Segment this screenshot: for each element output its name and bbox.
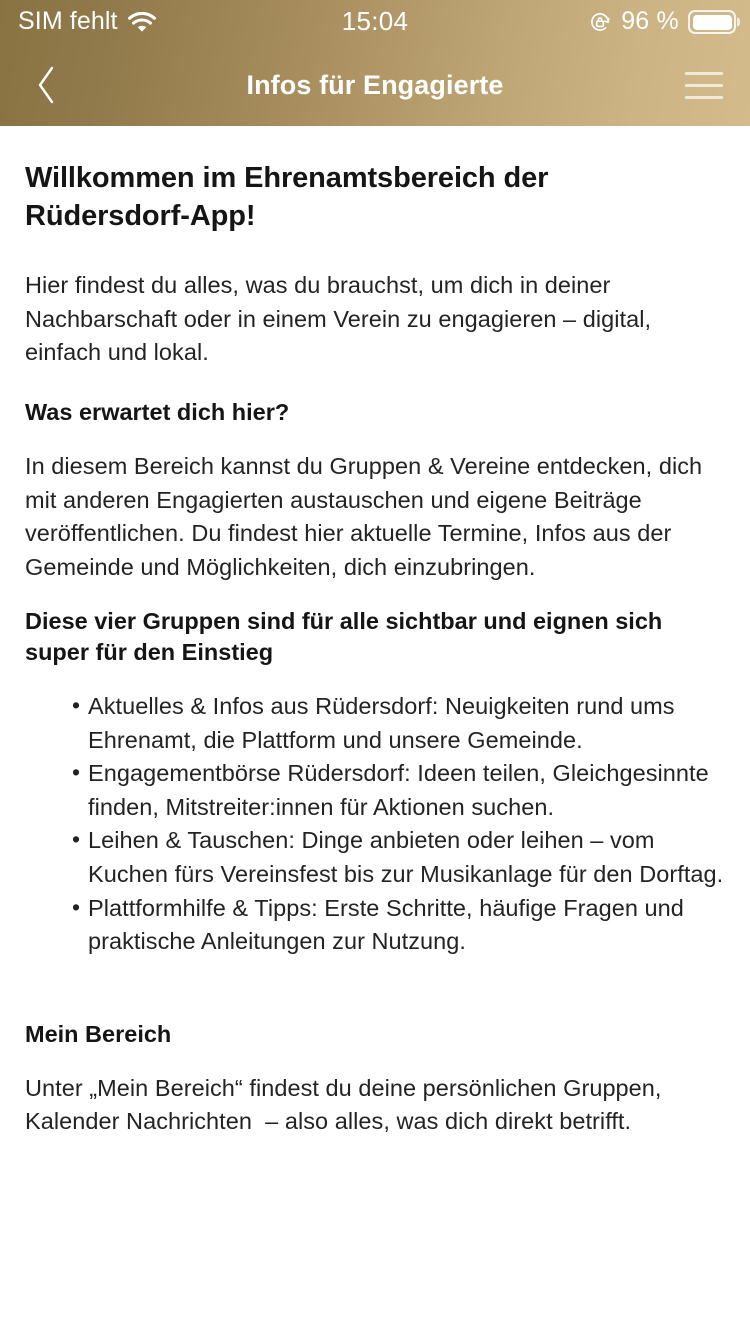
clock-label: 15:04	[341, 5, 409, 36]
spacer	[25, 584, 724, 606]
menu-line-1	[685, 72, 723, 75]
expect-heading: Was erwartet dich hier?	[25, 399, 290, 426]
hamburger-menu-icon[interactable]	[658, 44, 750, 126]
status-bar	[0, 0, 750, 44]
status-bar-right	[588, 8, 736, 37]
back-button[interactable]	[0, 44, 92, 126]
mein-bereich-heading: Mein Bereich	[25, 1020, 172, 1047]
mein-bereich-paragraph: Unter „Mein Bereich“ findest du deine persönlichen Gruppen, Kalender Nachrichten – also alles, was dich direkt betrifft.	[25, 1074, 669, 1135]
chevron-left-icon	[35, 65, 57, 105]
spacer	[25, 959, 724, 1019]
battery-icon	[688, 10, 736, 34]
list-item: • Plattformhilfe & Tipps: Erste Schritte, häufige Fragen und praktische Anleitungen zur Nutzung.	[72, 892, 724, 959]
intro-paragraph: Hier findest du alles, was du brauchst, um dich in deiner Nachbarschaft oder in einem Verein zu engagieren – digital, einfach und lokal.	[25, 272, 652, 366]
list-item: • Leihen & Tauschen: Dinge anbieten oder leihen – vom Kuchen fürs Vereinsfest bis zur Musikanlage für den Dorftag.	[72, 824, 724, 891]
battery-percent-label: 96 %	[621, 6, 679, 35]
rotation-lock-icon	[588, 10, 612, 34]
menu-line-3	[685, 96, 723, 99]
spacer	[25, 241, 724, 269]
spacer	[25, 369, 724, 397]
spacer	[25, 428, 724, 450]
expect-paragraph: In diesem Bereich kannst du Gruppen & Vereine entdecken, dich mit anderen Engagierten austauschen und eigene Beiträge veröffentlichen. Du findest hier aktuelle Termine, Infos aus der Gemeinde und Möglichkeiten, dich einzubringen.	[25, 453, 703, 580]
groups-list	[25, 690, 724, 959]
groups-heading: Diese vier Gruppen sind für alle sichtbar und eignen sich super für den Einstieg	[25, 607, 663, 665]
spacer	[25, 668, 724, 690]
battery-fill	[693, 15, 732, 30]
navigation-bar	[0, 44, 750, 126]
carrier-label: SIM fehlt	[18, 6, 118, 35]
article-content	[0, 126, 750, 1334]
list-item: • Aktuelles & Infos aus Rüdersdorf: Neuigkeiten rund ums Ehrenamt, die Plattform und unsere Gemeinde.	[72, 690, 724, 757]
welcome-heading: Willkommen im Ehrenamtsbereich der Rüdersdorf-App!	[25, 162, 549, 232]
list-item: • Engagementbörse Rüdersdorf: Ideen teilen, Gleichgesinnte finden, Mitstreiter:innen für Aktionen suchen.	[72, 757, 724, 824]
page-title: Infos für Engagierte	[246, 69, 504, 100]
menu-line-2	[685, 84, 723, 87]
status-bar-left	[18, 6, 156, 35]
spacer	[25, 1050, 724, 1072]
wifi-icon	[128, 12, 156, 33]
top-bar	[0, 0, 750, 126]
